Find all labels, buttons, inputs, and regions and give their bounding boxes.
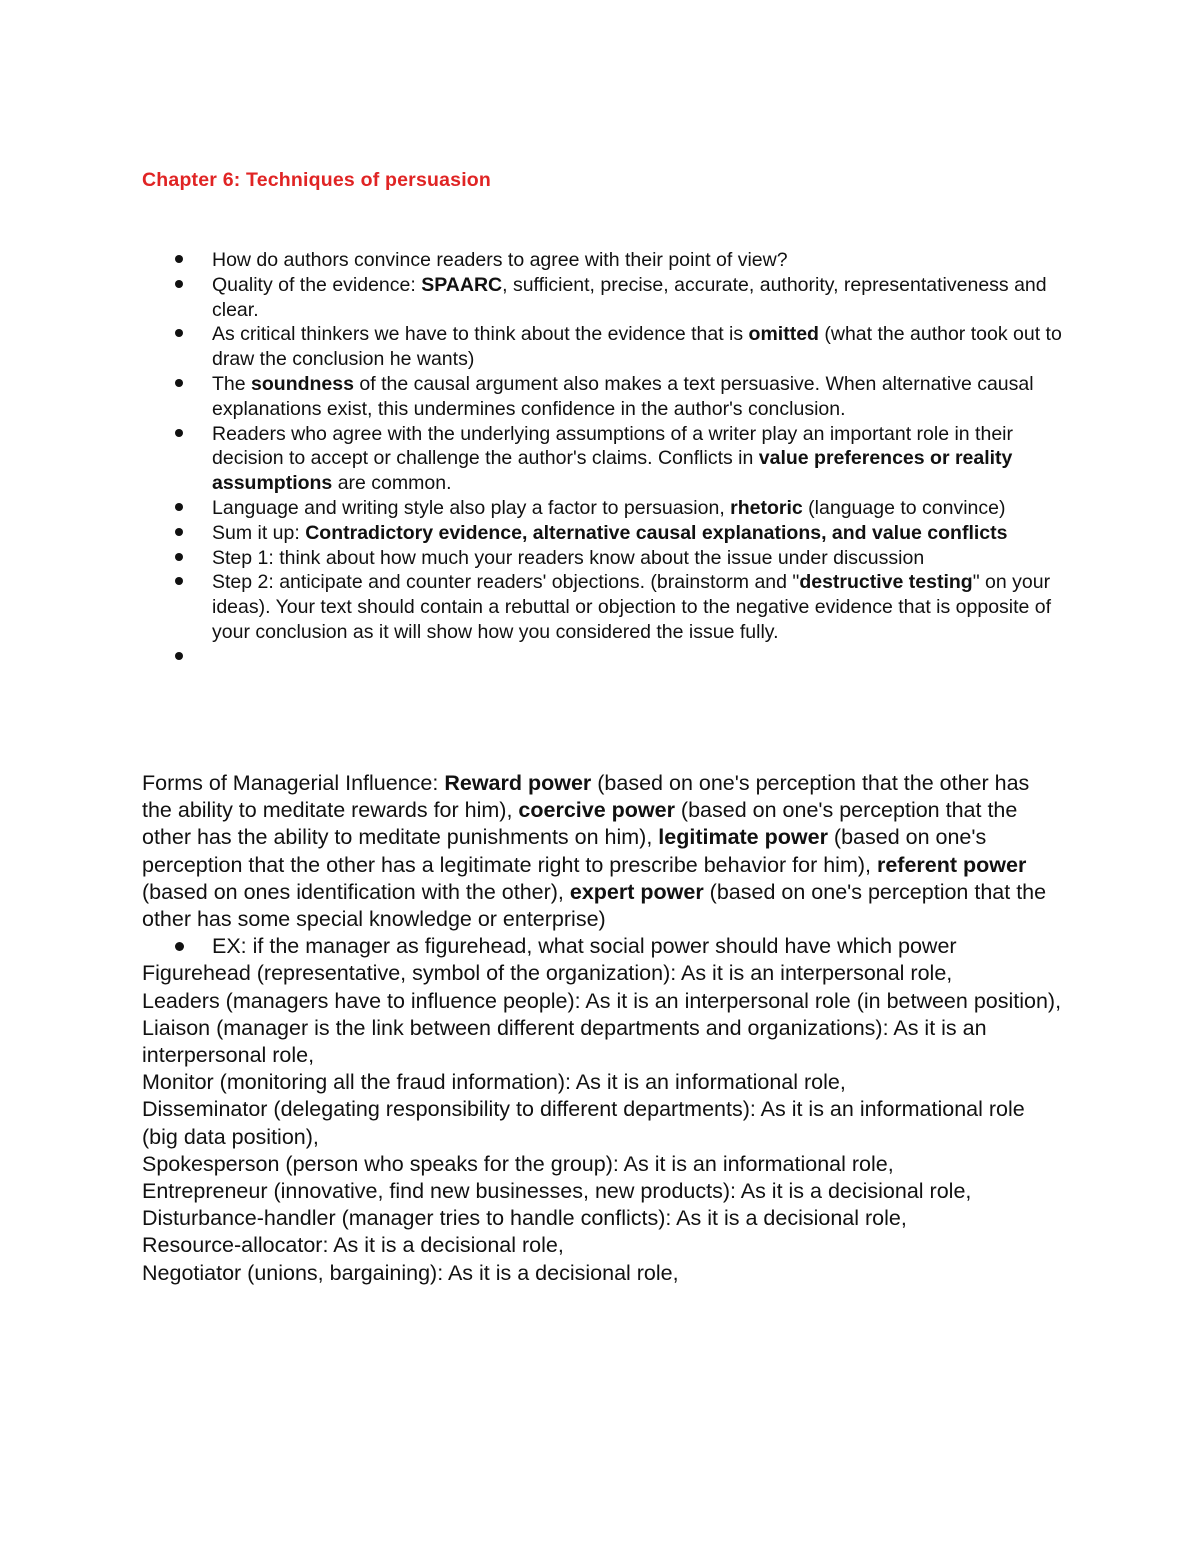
bold-term: coercive power xyxy=(518,798,675,823)
role-line: Figurehead (representative, symbol of the organization): As it is an interpersonal role, xyxy=(142,961,953,986)
bullet-dot-icon xyxy=(175,280,183,288)
role-line: Entrepreneur (innovative, find new businesses, new products): As it is a decisional role, xyxy=(142,1179,972,1204)
chapter-title: Chapter 6: Techniques of persuasion xyxy=(142,169,492,191)
managerial-influence-paragraph xyxy=(142,770,1062,933)
role-line: Liaison (manager is the link between different departments and organizations): As it is an interpersonal role, xyxy=(142,1015,987,1068)
bullet-dot-icon xyxy=(175,577,183,585)
bullet-dot-icon xyxy=(175,255,183,263)
text-run: (based on ones identification with the other), xyxy=(142,879,570,904)
list-item xyxy=(142,248,1072,273)
bold-term: omitted xyxy=(748,323,819,346)
bold-term: expert power xyxy=(569,879,704,904)
bold-term: destructive testing xyxy=(799,571,973,594)
text-run: (based on one's perception that the other has the ability to meditate punishments on him), xyxy=(142,798,1018,850)
text-run: (based on one's perception that the other has the ability to meditate rewards for him), xyxy=(142,771,1030,823)
role-line: Disturbance-handler (manager tries to handle conflicts): As it is a decisional role, xyxy=(142,1206,907,1231)
text-run: Quality of the evidence: xyxy=(212,273,422,296)
list-item xyxy=(142,273,1072,323)
role-line: Spokesperson (person who speaks for the group): As it is an informational role, xyxy=(142,1151,894,1176)
persuasion-bullet-list xyxy=(142,248,1072,670)
bold-term: legitimate power xyxy=(658,825,828,850)
bullet-dot-icon xyxy=(175,503,183,511)
text-run: " on your ideas). Your text should contain a rebuttal or objection to the negative evidence that is opposite of your conclusion as it will show how you considered the issue fully. xyxy=(212,571,1052,643)
bullet-dot-icon xyxy=(175,652,183,660)
role-line: Leaders (managers have to influence people): As it is an interpersonal role (in between position), xyxy=(142,988,1062,1013)
bullet-dot-icon xyxy=(175,942,184,951)
managerial-influence-section xyxy=(142,770,1062,1287)
bullet-dot-icon xyxy=(175,429,183,437)
text-run: Step 2: anticipate and counter readers' objections. (brainstorm and " xyxy=(212,571,800,594)
text-run: of the causal argument also makes a text persuasive. When alternative causal explanations exist, this undermines confidence in the author's conclusion. xyxy=(212,372,1034,420)
role-line: Disseminator (delegating responsibility to different departments): As it is an informational role (big data position), xyxy=(142,1097,1025,1149)
example-bullet-item xyxy=(142,933,1062,960)
list-item xyxy=(142,372,1072,422)
list-item xyxy=(142,496,1072,521)
list-item xyxy=(142,322,1072,372)
list-item xyxy=(142,570,1072,644)
bullet-dot-icon xyxy=(175,553,183,561)
example-bullet-text: EX: if the manager as figurehead, what social power should have which power xyxy=(212,934,957,959)
text-run: (language to convince) xyxy=(802,496,1006,519)
list-item xyxy=(142,645,1072,670)
list-item xyxy=(142,422,1072,496)
bullet-dot-icon xyxy=(175,379,183,387)
bold-term: Contradictory evidence, alternative causal explanations, and value conflicts xyxy=(305,521,1008,544)
text-run: Language and writing style also play a factor to persuasion, xyxy=(212,496,731,519)
text-run: Readers who agree with the underlying assumptions of a writer play an important role in their decision to accept or challenge the author's claims. Conflicts in xyxy=(212,422,1013,470)
list-item xyxy=(142,546,1072,571)
text-run: (based on one's perception that the other has some special knowledge or enterprise) xyxy=(142,879,1047,932)
text-run: (based on one's perception that the other has a legitimate right to prescribe behavior for him), xyxy=(142,825,987,877)
text-run: How do authors convince readers to agree with their point of view? xyxy=(212,249,788,271)
text-run: (what the author took out to draw the conclusion he wants) xyxy=(212,323,1062,371)
list-item xyxy=(142,521,1072,546)
bold-term: rhetoric xyxy=(730,496,803,519)
text-run: Forms of Managerial Influence: xyxy=(142,771,445,795)
text-run: As critical thinkers we have to think about the evidence that is xyxy=(212,323,749,346)
role-line: Negotiator (unions, bargaining): As it is a decisional role, xyxy=(142,1260,679,1285)
role-line: Resource-allocator: As it is a decisional role, xyxy=(142,1233,564,1258)
bold-term: value preferences or reality assumptions xyxy=(212,447,1013,495)
manager-roles-list xyxy=(142,960,1062,1286)
bullet-dot-icon xyxy=(175,329,183,337)
bold-term: soundness xyxy=(251,372,354,395)
text-run: , sufficient, precise, accurate, authority, representativeness and clear. xyxy=(212,273,1047,321)
role-line: Monitor (monitoring all the fraud information): As it is an informational role, xyxy=(142,1070,846,1095)
text-run: Sum it up: xyxy=(212,521,306,544)
text-run: Step 1: think about how much your readers know about the issue under discussion xyxy=(212,546,925,569)
bullet-dot-icon xyxy=(175,528,183,536)
bold-term: Reward power xyxy=(444,771,592,795)
bold-term: SPAARC xyxy=(421,273,503,296)
text-run: The xyxy=(212,372,252,395)
bold-term: referent power xyxy=(876,852,1027,877)
text-run: are common. xyxy=(332,472,452,495)
